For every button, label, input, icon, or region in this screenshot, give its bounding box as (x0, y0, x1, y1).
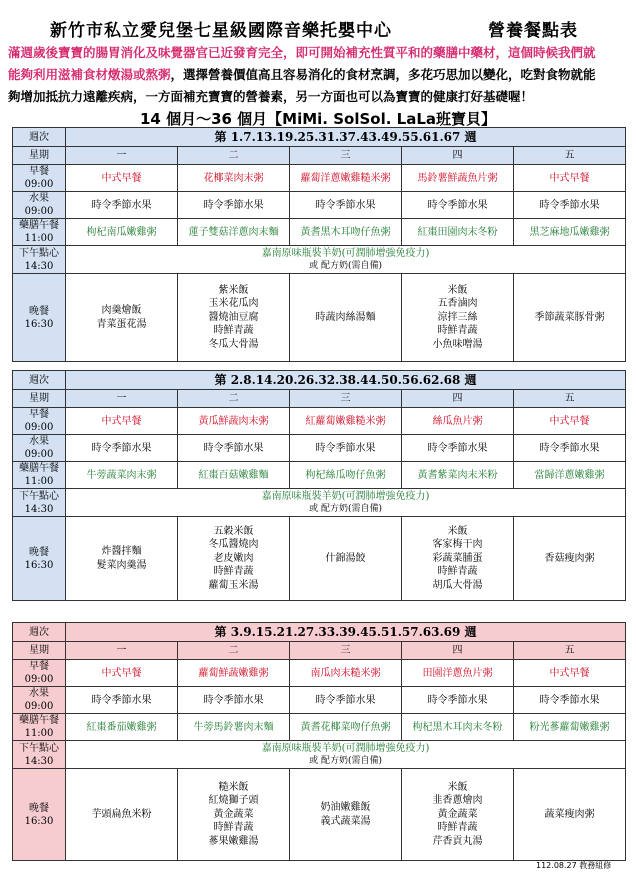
weekday-5: 五 (514, 147, 626, 165)
snack-label (13, 741, 66, 769)
breakfast-cell: 中式早餐 (514, 660, 626, 687)
breakfast-cell: 中式早餐 (66, 165, 178, 192)
breakfast-cell: 馬鈴薯鮮蔬魚片粥 (402, 165, 514, 192)
dinner-item: 時鮮青蔬 (437, 822, 478, 834)
fruit-cell: 時令季節水果 (66, 192, 178, 219)
fruit-cell: 時令季節水果 (66, 435, 178, 462)
snack-label-line: 14:30 (24, 503, 54, 515)
lunch-cell: 枸杞絲瓜吻仔魚粥 (290, 462, 402, 489)
breakfast-cell: 黃瓜鮮蔬肉末粥 (178, 408, 290, 435)
weekday-4: 四 (402, 147, 514, 165)
intro-text (8, 42, 624, 108)
week-label: 週次 (13, 623, 66, 642)
weekday-1: 一 (66, 390, 178, 408)
dinner-label-line: 晚餐 (29, 546, 49, 558)
dinner-item: 時鮮青蔬 (213, 325, 254, 337)
fruit-cell: 時令季節水果 (402, 687, 514, 714)
lunch-cell: 牛蒡蔬菜肉末粥 (66, 462, 178, 489)
weekday-label: 星期 (13, 642, 66, 660)
snack-alt: 或 配方奶(需自備) (309, 755, 382, 766)
dinner-item: 芹香貢丸湯 (432, 835, 483, 847)
fruit-cell: 時令季節水果 (178, 192, 290, 219)
age-range-heading: 14 個月～36 個月【MiMi. SolSol. LaLa班寶貝】 (139, 110, 497, 128)
intro-line-2b: ，選擇營養價值高且容易消化的食材烹調，多花巧思加以變化，吃對食物就能 (170, 67, 596, 82)
snack-main: 嘉南原味瓶裝羊奶(可潤肺增強免疫力) (261, 490, 430, 502)
intro-line-2a: 能夠利用滋補食材燉湯或熬粥 (8, 67, 171, 82)
breakfast-cell: 花椰菜肉末粥 (178, 165, 290, 192)
dinner-cell (402, 274, 514, 362)
dinner-cell (514, 274, 626, 362)
dinner-item: 黃金蔬菜 (437, 808, 478, 820)
lunch-cell: 枸杞黑木耳肉末冬粉 (402, 714, 514, 741)
fruit-cell: 時令季節水果 (402, 192, 514, 219)
lunch-cell: 蓮子雙菇洋蔥肉末麵 (178, 219, 290, 246)
menu-table-2 (12, 370, 626, 601)
week-label: 週次 (13, 128, 66, 147)
page-title: 新竹市私立愛兒堡七星級國際音樂托嬰中心 (50, 21, 392, 41)
dinner-item: 涼拌三絲 (437, 311, 478, 323)
snack-label-line: 下午點心 (19, 490, 59, 502)
dinner-cell (402, 517, 514, 601)
lunch-cell: 黑芝麻地瓜嫩雞粥 (514, 219, 626, 246)
dinner-item: 客家梅干肉 (432, 539, 483, 551)
dinner-item: 胡瓜大骨湯 (432, 579, 483, 591)
breakfast-label (13, 408, 66, 435)
snack-label-line: 下午點心 (19, 247, 59, 259)
lunch-cell: 牛蒡馬鈴薯肉末麵 (178, 714, 290, 741)
dinner-label (13, 769, 66, 861)
lunch-label-line: 11:00 (24, 233, 54, 244)
breakfast-cell: 蘿蔔鮮蔬嫩雞粥 (178, 660, 290, 687)
fruit-label-line: 水果 (29, 193, 49, 204)
weekday-3: 三 (290, 642, 402, 660)
breakfast-cell: 絲瓜魚片粥 (402, 408, 514, 435)
lunch-label-line: 藥膳午餐 (19, 220, 59, 231)
fruit-label-line: 09:00 (24, 206, 54, 217)
snack-label (13, 246, 66, 274)
dinner-item: 五穀米飯 (213, 525, 254, 537)
dinner-item: 玉米花瓜肉 (208, 298, 259, 310)
dinner-item: 什錦湯餃 (325, 552, 366, 564)
lunch-cell: 紅棗田園肉末冬粉 (402, 219, 514, 246)
fruit-label-line: 09:00 (24, 449, 54, 460)
breakfast-label-line: 早餐 (29, 661, 49, 672)
dinner-cell (402, 769, 514, 861)
dinner-label-line: 晚餐 (29, 305, 49, 317)
fruit-label (13, 687, 66, 714)
fruit-cell: 時令季節水果 (514, 687, 626, 714)
week-numbers: 第 2.8.14.20.26.32.38.44.50.56.62.68 週 (66, 371, 626, 390)
weekday-4: 四 (402, 390, 514, 408)
snack-cell (66, 246, 626, 274)
snack-label (13, 489, 66, 517)
dinner-item: 糙米飯 (218, 781, 249, 793)
intro-line-2 (8, 64, 624, 86)
dinner-cell (66, 769, 178, 861)
breakfast-cell: 南瓜肉末糙米粥 (290, 660, 402, 687)
snack-alt: 或 配方奶(需自備) (309, 260, 382, 271)
weekday-1: 一 (66, 642, 178, 660)
dinner-item: 時鮮青蔬 (437, 325, 478, 337)
footer-note: 112.08.27 教務組修 (536, 861, 612, 870)
dinner-item: 紫米飯 (218, 284, 249, 296)
fruit-cell: 時令季節水果 (178, 687, 290, 714)
dinner-cell (66, 274, 178, 362)
lunch-label (13, 714, 66, 741)
dinner-item: 米飯 (447, 525, 468, 537)
dinner-item: 小魚味噌湯 (432, 338, 483, 350)
breakfast-label-line: 早餐 (29, 409, 49, 420)
dinner-item: 蘿蔔玉米湯 (208, 579, 259, 591)
weekday-5: 五 (514, 642, 626, 660)
weekday-2: 二 (178, 390, 290, 408)
lunch-label-line: 藥膳午餐 (19, 715, 59, 726)
dinner-cell (178, 769, 290, 861)
dinner-item: 季節蔬菜豚骨粥 (534, 311, 605, 323)
breakfast-label (13, 165, 66, 192)
dinner-cell (514, 517, 626, 601)
snack-label-line: 下午點心 (19, 742, 59, 754)
snack-main: 嘉南原味瓶裝羊奶(可潤肺增強免疫力) (261, 247, 430, 259)
breakfast-label-line: 09:00 (24, 674, 54, 685)
dinner-cell (290, 517, 402, 601)
weekday-3: 三 (290, 390, 402, 408)
weekday-2: 二 (178, 642, 290, 660)
breakfast-cell: 中式早餐 (66, 408, 178, 435)
lunch-cell: 黃耆花椰菜吻仔魚粥 (290, 714, 402, 741)
weekday-label: 星期 (13, 390, 66, 408)
fruit-cell: 時令季節水果 (290, 435, 402, 462)
breakfast-cell: 中式早餐 (514, 165, 626, 192)
dinner-item: 蔘果嫩雞湯 (208, 835, 259, 847)
dinner-item: 髮菜肉羹湯 (96, 559, 147, 571)
lunch-cell: 紅棗番茄嫩雞粥 (66, 714, 178, 741)
dinner-item: 黃金蔬菜 (213, 808, 254, 820)
fruit-cell: 時令季節水果 (290, 192, 402, 219)
weekday-5: 五 (514, 390, 626, 408)
fruit-cell: 時令季節水果 (66, 687, 178, 714)
dinner-item: 老皮嫩肉 (213, 552, 254, 564)
dinner-item: 彩蔬菜脯蛋 (432, 552, 483, 564)
fruit-cell: 時令季節水果 (178, 435, 290, 462)
lunch-label (13, 219, 66, 246)
page-subtitle: 營養餐點表 (488, 21, 578, 41)
dinner-item: 冬瓜大骨湯 (208, 338, 259, 350)
snack-alt: 或 配方奶(需自備) (309, 503, 382, 514)
breakfast-label-line: 09:00 (24, 422, 54, 433)
dinner-cell (66, 517, 178, 601)
fruit-cell: 時令季節水果 (514, 192, 626, 219)
dinner-item: 肉羹燴飯 (101, 305, 142, 316)
dinner-label (13, 274, 66, 362)
breakfast-label-line: 早餐 (29, 166, 49, 177)
weekday-3: 三 (290, 147, 402, 165)
snack-label-line: 14:30 (24, 755, 54, 767)
dinner-label-line: 16:30 (24, 559, 54, 571)
dinner-item: 五香滷肉 (437, 298, 478, 310)
weekday-label: 星期 (13, 147, 66, 165)
dinner-label-line: 晚餐 (29, 802, 49, 814)
week-label: 週次 (13, 371, 66, 390)
dinner-item: 香菇瘦肉粥 (544, 552, 595, 564)
dinner-item: 時鮮青蔬 (213, 566, 254, 578)
weekday-4: 四 (402, 642, 514, 660)
dinner-item: 蔬菜瘦肉粥 (544, 808, 595, 820)
breakfast-cell: 田園洋蔥魚片粥 (402, 660, 514, 687)
snack-label-line: 14:30 (24, 260, 54, 272)
dinner-item: 芋頭扁魚米粉 (91, 808, 152, 820)
dinner-item: 青菜蛋花湯 (96, 318, 147, 330)
dinner-item: 紅燒獅子頭 (208, 795, 259, 807)
intro-line-1: 滿週歲後寶寶的腸胃消化及味覺器官已近發育完全，即可開始補充性質平和的藥膳中藥材，這個時候我們就 (8, 45, 596, 60)
weekday-2: 二 (178, 147, 290, 165)
dinner-item: 時鮮青蔬 (213, 822, 254, 834)
lunch-cell: 枸杞南瓜嫩雞粥 (66, 219, 178, 246)
week-numbers: 第 1.7.13.19.25.31.37.43.49.55.61.67 週 (66, 128, 626, 147)
breakfast-label (13, 660, 66, 687)
fruit-label-line: 09:00 (24, 701, 54, 712)
breakfast-cell: 中式早餐 (514, 408, 626, 435)
week-numbers: 第 3.9.15.21.27.33.39.45.51.57.63.69 週 (66, 623, 626, 642)
dinner-item: 韭香蔥燴肉 (432, 795, 483, 807)
dinner-cell (290, 274, 402, 362)
dinner-label-line: 16:30 (24, 815, 54, 827)
title-row (0, 16, 636, 42)
snack-main: 嘉南原味瓶裝羊奶(可潤肺增強免疫力) (261, 742, 430, 754)
snack-cell (66, 741, 626, 769)
breakfast-cell: 蘿蔔洋蔥嫩雞糙米粥 (290, 165, 402, 192)
fruit-label (13, 192, 66, 219)
dinner-item: 米飯 (447, 284, 468, 296)
menu-table-1 (12, 127, 626, 362)
lunch-cell: 當歸洋蔥嫩雞粥 (514, 462, 626, 489)
dinner-cell (178, 274, 290, 362)
fruit-label-line: 水果 (29, 436, 49, 447)
lunch-label-line: 11:00 (24, 476, 54, 487)
weekday-1: 一 (66, 147, 178, 165)
lunch-label-line: 11:00 (24, 728, 54, 739)
fruit-label-line: 水果 (29, 688, 49, 699)
lunch-cell: 紅棗百菇嫩雞麵 (178, 462, 290, 489)
lunch-label-line: 藥膳午餐 (19, 463, 59, 474)
dinner-label-line: 16:30 (24, 318, 54, 330)
fruit-label (13, 435, 66, 462)
dinner-item: 炸醬拌麵 (101, 546, 142, 557)
dinner-item: 奶油嫩雞飯 (320, 802, 371, 813)
breakfast-cell: 中式早餐 (66, 660, 178, 687)
lunch-cell: 黃耆紫菜肉末米粉 (402, 462, 514, 489)
dinner-cell (290, 769, 402, 861)
snack-cell (66, 489, 626, 517)
dinner-cell (514, 769, 626, 861)
fruit-cell: 時令季節水果 (290, 687, 402, 714)
fruit-cell: 時令季節水果 (402, 435, 514, 462)
dinner-cell (178, 517, 290, 601)
menu-table-3 (12, 622, 626, 861)
dinner-item: 冬瓜醬燒肉 (208, 539, 259, 551)
dinner-item: 米飯 (447, 781, 468, 793)
breakfast-label-line: 09:00 (24, 179, 54, 190)
dinner-item: 時鮮青蔬 (437, 566, 478, 578)
fruit-cell: 時令季節水果 (514, 435, 626, 462)
dinner-item: 時蔬肉絲湯麵 (315, 311, 376, 323)
lunch-cell: 粉光蔘蘿蔔嫩雞粥 (514, 714, 626, 741)
lunch-cell: 黃耆黑木耳吻仔魚粥 (290, 219, 402, 246)
lunch-label (13, 462, 66, 489)
breakfast-cell: 紅蘿蔔嫩雞糙米粥 (290, 408, 402, 435)
intro-line-3: 夠增加抵抗力遠離疾病，一方面補充寶寶的營養素，另一方面也可以為寶寶的健康打好基礎喔！ (8, 89, 534, 104)
dinner-item: 義式蔬菜湯 (320, 815, 371, 827)
dinner-item: 醬燒油豆腐 (208, 311, 259, 323)
dinner-label (13, 517, 66, 601)
